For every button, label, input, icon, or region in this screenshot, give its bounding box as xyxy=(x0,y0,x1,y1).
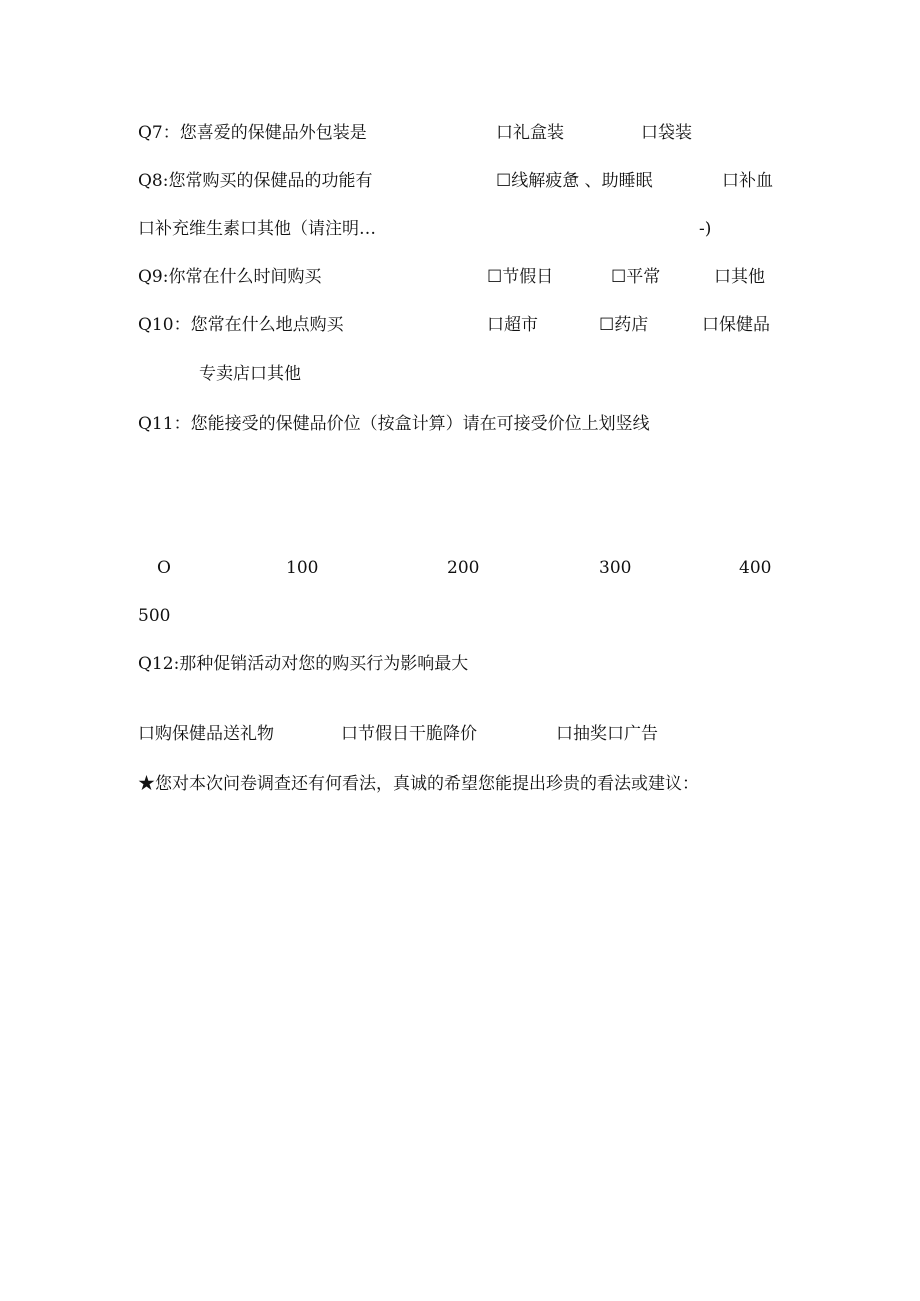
q10-continuation[interactable]: 专卖店口其他 xyxy=(199,364,301,384)
q8-closing: -) xyxy=(699,219,712,239)
price-scale-label: 200 xyxy=(447,558,480,578)
q12-option-lottery-ads[interactable]: 口抽奖口广告 xyxy=(556,724,658,744)
q12-option-gift[interactable]: 口购保健品送礼物 xyxy=(138,724,274,744)
price-scale-label: 500 xyxy=(138,606,171,626)
q7-option-gift-box[interactable]: 口礼盒装 xyxy=(496,123,564,143)
closing-note: ★您对本次问卷调查还有何看法，真诚的希望您能提出珍贵的看法或建议： xyxy=(138,774,699,794)
q12-option-discount[interactable]: 口节假日干脆降价 xyxy=(341,724,477,744)
q10-question: Q10：您常在什么地点购买 xyxy=(138,315,344,335)
q9-option-weekday[interactable]: ☐平常 xyxy=(611,267,661,287)
price-scale-label: 100 xyxy=(286,558,319,578)
q12-question: Q12:那种促销活动对您的购买行为影响最大 xyxy=(138,654,469,674)
q10-option-pharmacy[interactable]: ☐药店 xyxy=(599,315,649,335)
q11-question: Q11：您能接受的保健品价位（按盒计算）请在可接受价位上划竖线 xyxy=(138,414,650,434)
q9-option-other[interactable]: 口其他 xyxy=(714,267,765,287)
q8-option-relieve-fatigue[interactable]: ☐线解疲惫 、助睡眠 xyxy=(496,171,653,191)
q10-option-supermarket[interactable]: 口超市 xyxy=(487,315,538,335)
q9-question: Q9:你常在什么时间购买 xyxy=(138,267,322,287)
price-scale-label: 300 xyxy=(599,558,632,578)
q8-continuation[interactable]: 口补充维生素口其他（请注明… xyxy=(138,219,376,239)
price-scale-label: 400 xyxy=(739,558,772,578)
price-scale-label: O xyxy=(157,558,171,578)
q9-option-holiday[interactable]: ☐节假日 xyxy=(487,267,554,287)
q10-option-health-store[interactable]: 口保健品 xyxy=(702,315,770,335)
q8-question: Q8:您常购买的保健品的功能有 xyxy=(138,171,373,191)
q7-option-bag[interactable]: 口袋装 xyxy=(641,123,692,143)
q8-option-blood[interactable]: 口补血 xyxy=(722,171,773,191)
q7-question: Q7：您喜爱的保健品外包装是 xyxy=(138,123,367,143)
